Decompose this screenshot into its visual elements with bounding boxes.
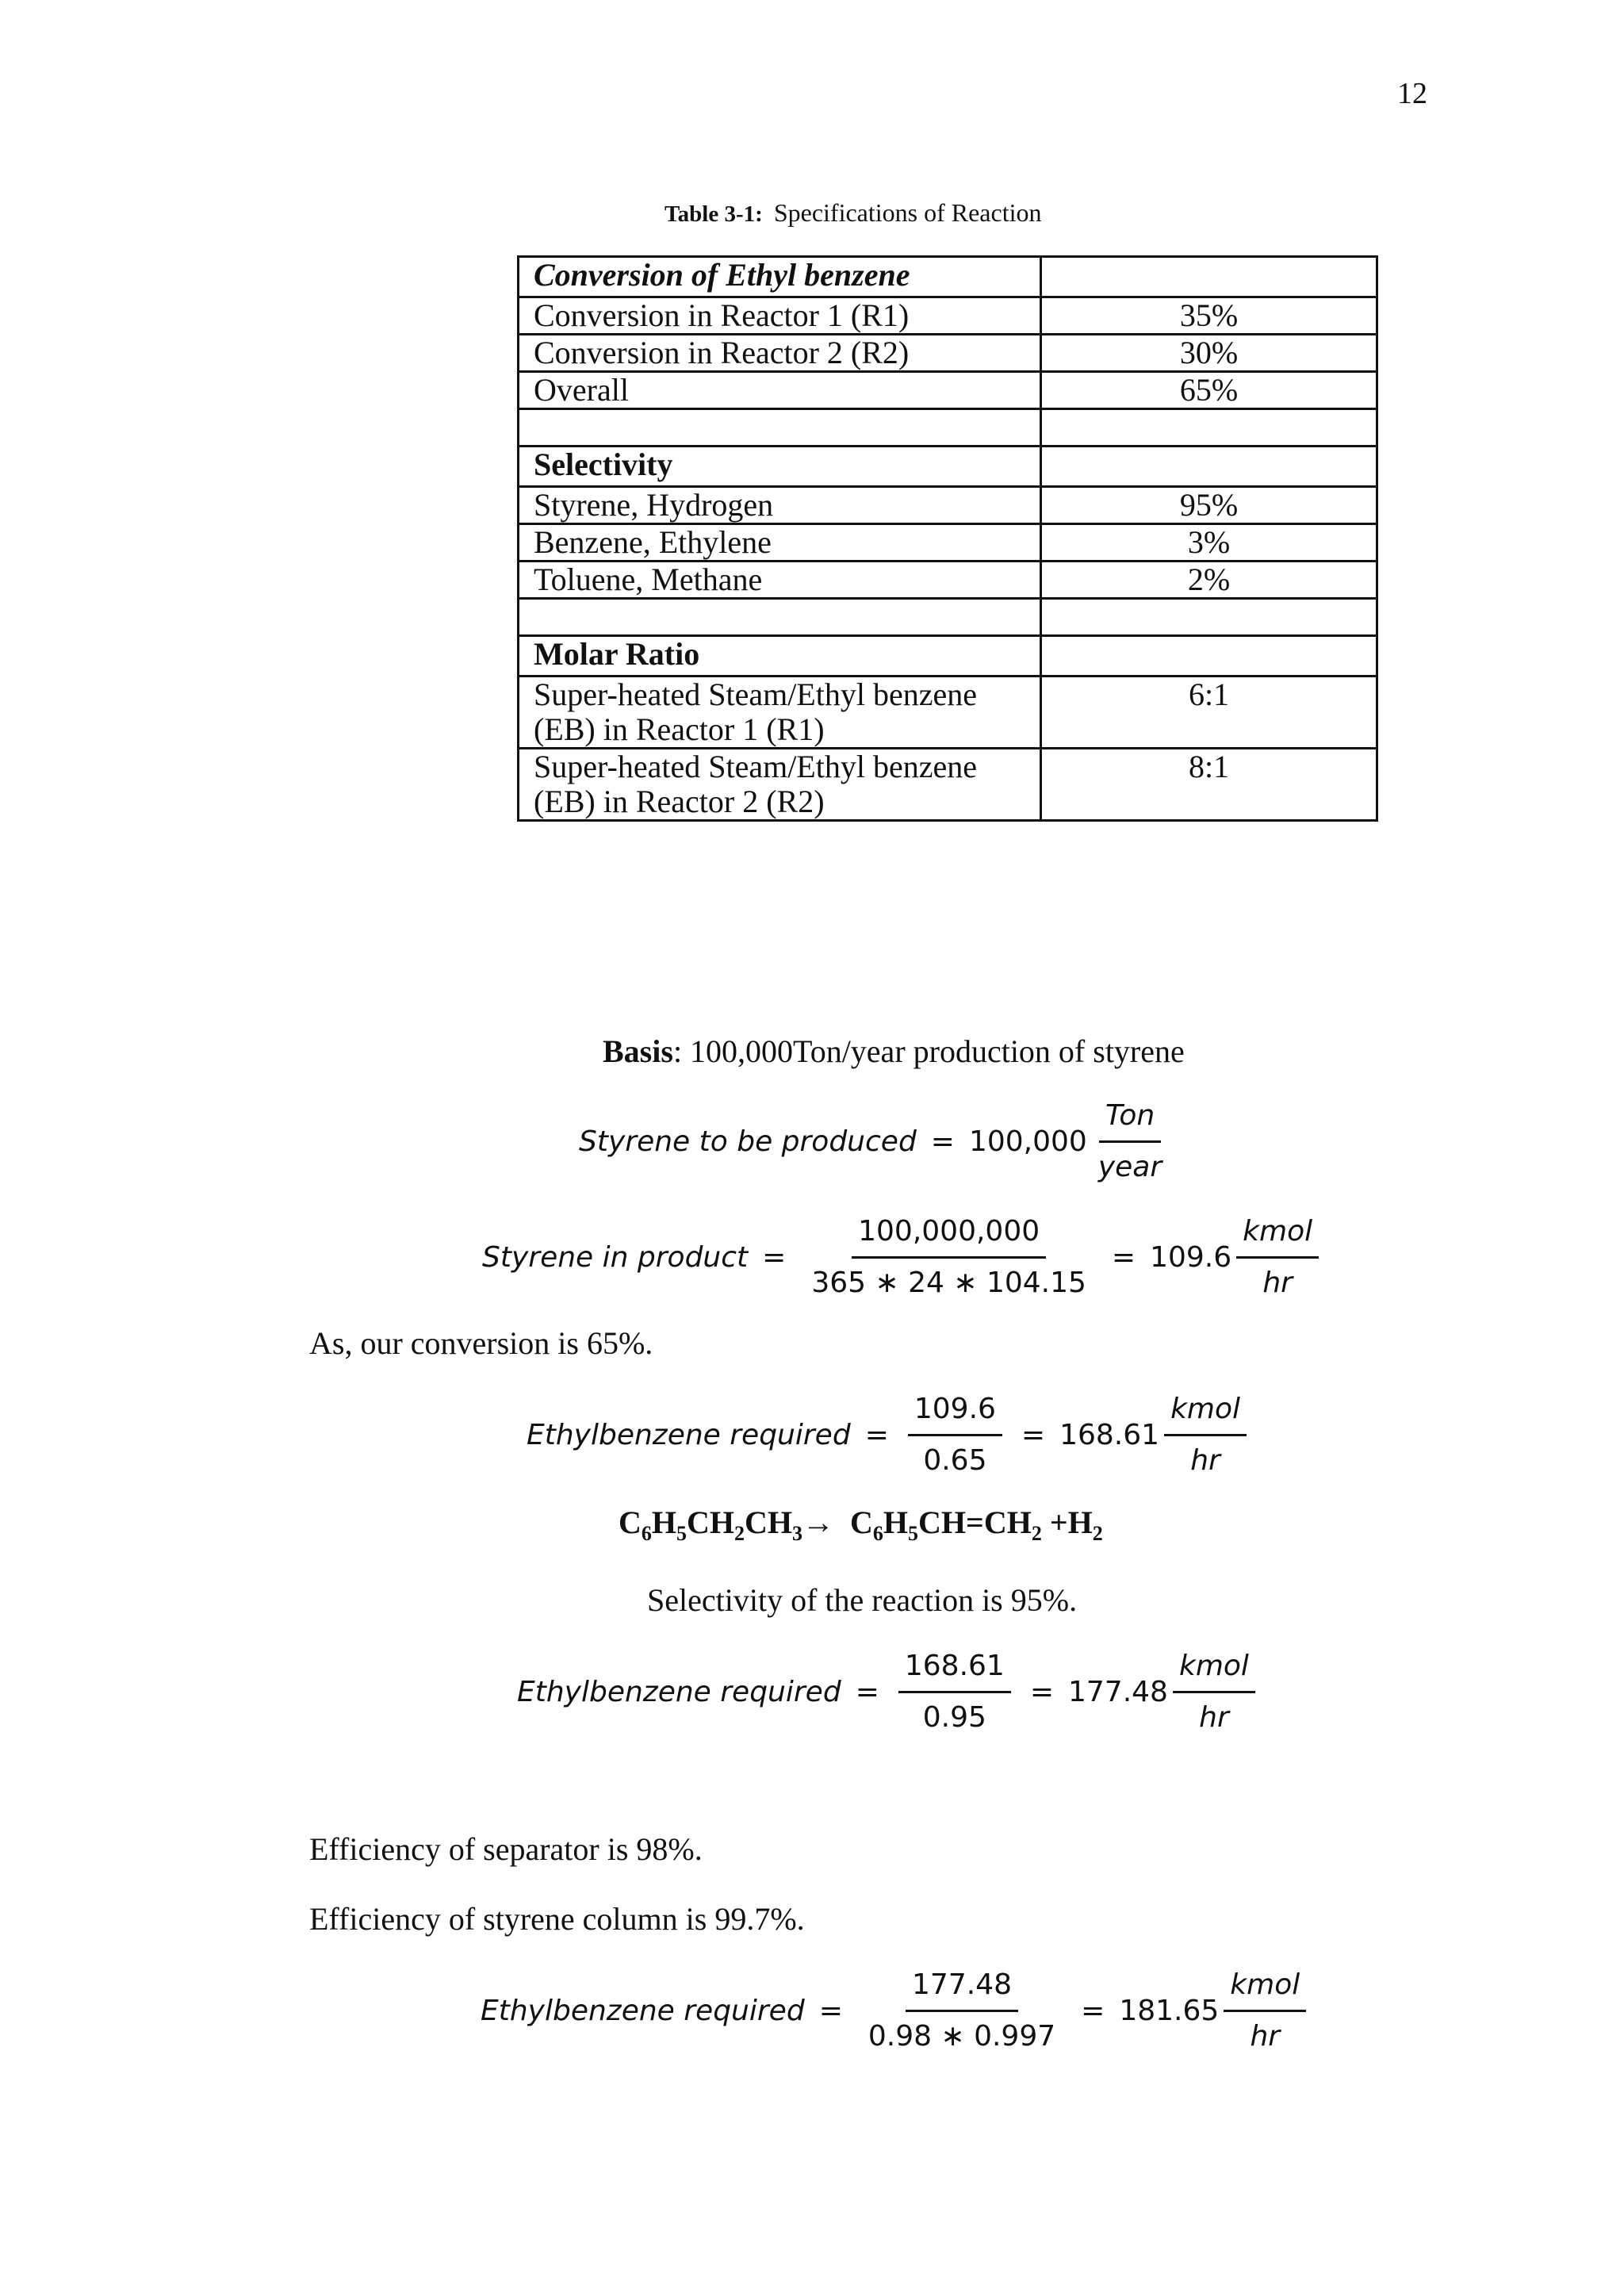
table-row bbox=[519, 297, 1377, 335]
selectivity-text: Selectivity of the reaction is 95%. bbox=[647, 1582, 1078, 1618]
table-row bbox=[519, 599, 1377, 636]
table-cell-value: 35% bbox=[1041, 297, 1377, 335]
basis-line bbox=[603, 1033, 1185, 1070]
basis-label: Basis bbox=[603, 1033, 673, 1069]
equals-sign: = bbox=[1029, 1676, 1054, 1708]
equation-lhs: Styrene to be produced bbox=[579, 1125, 917, 1158]
equation-value: 168.61 bbox=[1059, 1419, 1160, 1451]
conversion-text: As, our conversion is 65%. bbox=[309, 1325, 653, 1361]
value-fraction bbox=[805, 1213, 1093, 1301]
fraction-numerator: Ton bbox=[1099, 1098, 1161, 1143]
equation-lhs: Ethylbenzene required bbox=[517, 1676, 841, 1708]
equals-sign: = bbox=[855, 1676, 879, 1708]
table-row bbox=[519, 409, 1377, 447]
fraction-denominator: 365 ∗ 24 ∗ 104.15 bbox=[811, 1267, 1086, 1299]
specifications-table bbox=[517, 255, 1378, 822]
table-cell-label: Styrene, Hydrogen bbox=[519, 487, 1041, 524]
table-cell-value bbox=[1041, 257, 1377, 297]
table-cell-label: Molar Ratio bbox=[519, 636, 1041, 677]
table-cell-value: 30% bbox=[1041, 335, 1377, 372]
table-row bbox=[519, 257, 1377, 297]
fraction-denominator: 0.65 bbox=[923, 1444, 987, 1477]
table-row bbox=[519, 524, 1377, 562]
unit-fraction bbox=[1173, 1648, 1255, 1736]
table-cell-value: 95% bbox=[1041, 487, 1377, 524]
table-cell-label: Conversion of Ethyl benzene bbox=[519, 257, 1041, 297]
equals-sign: = bbox=[1021, 1419, 1046, 1451]
table-row bbox=[519, 562, 1377, 599]
fraction-denominator: 0.98 ∗ 0.997 bbox=[868, 2020, 1056, 2053]
fraction-numerator: 100,000,000 bbox=[852, 1213, 1046, 1259]
table-cell-value bbox=[1041, 409, 1377, 447]
fraction-numerator: kmol bbox=[1224, 1967, 1306, 2012]
fraction-numerator: 168.61 bbox=[898, 1648, 1011, 1693]
equals-sign: = bbox=[1111, 1241, 1136, 1274]
equals-sign: = bbox=[864, 1419, 889, 1451]
table-cell-label bbox=[519, 409, 1041, 447]
fraction-denominator: hr bbox=[1190, 1444, 1220, 1477]
unit-fraction bbox=[1224, 1967, 1306, 2055]
fraction-numerator: kmol bbox=[1164, 1391, 1247, 1436]
table-row bbox=[519, 636, 1377, 677]
fraction-numerator: 177.48 bbox=[906, 1967, 1018, 2012]
table-cell-label: Selectivity bbox=[519, 447, 1041, 487]
equation-value: 100,000 bbox=[968, 1125, 1087, 1158]
fraction-numerator: kmol bbox=[1173, 1648, 1255, 1693]
fraction-denominator: hr bbox=[1199, 1701, 1229, 1734]
page-number: 12 bbox=[1397, 77, 1427, 110]
separator-efficiency-text: Efficiency of separator is 98%. bbox=[309, 1831, 703, 1867]
equals-sign: = bbox=[818, 1995, 843, 2027]
table-row bbox=[519, 447, 1377, 487]
equation-styrene-in-product bbox=[482, 1213, 1323, 1301]
table-row bbox=[519, 487, 1377, 524]
table-cell-label: Super-heated Steam/Ethyl benzene (EB) in Reactor 1 (R1) bbox=[519, 677, 1041, 749]
table-cell-value: 65% bbox=[1041, 372, 1377, 409]
equation-styrene-produced bbox=[579, 1098, 1173, 1186]
table-row bbox=[519, 677, 1377, 749]
table-cell-value bbox=[1041, 636, 1377, 677]
equation-ethylbenzene-efficiency bbox=[481, 1967, 1311, 2055]
table-cell-value: 8:1 bbox=[1041, 749, 1377, 821]
table-cell-value: 6:1 bbox=[1041, 677, 1377, 749]
table-row bbox=[519, 335, 1377, 372]
fraction-denominator: 0.95 bbox=[922, 1701, 986, 1734]
basis-text: : 100,000Ton/year production of styrene bbox=[672, 1033, 1185, 1069]
fraction-denominator: hr bbox=[1250, 2020, 1281, 2053]
table-cell-label: Conversion in Reactor 2 (R2) bbox=[519, 335, 1041, 372]
table-cell-label: Toluene, Methane bbox=[519, 562, 1041, 599]
equation-ethylbenzene-conversion bbox=[527, 1391, 1251, 1479]
equation-value: 177.48 bbox=[1068, 1676, 1168, 1708]
unit-fraction bbox=[1164, 1391, 1247, 1479]
value-fraction bbox=[898, 1648, 1011, 1736]
equation-lhs: Ethylbenzene required bbox=[527, 1419, 851, 1451]
table-row bbox=[519, 749, 1377, 821]
fraction-denominator: hr bbox=[1262, 1267, 1293, 1299]
reaction-equation bbox=[619, 1504, 1103, 1546]
equation-lhs: Styrene in product bbox=[482, 1241, 749, 1274]
fraction-denominator: year bbox=[1097, 1151, 1162, 1183]
table-cell-label: Benzene, Ethylene bbox=[519, 524, 1041, 562]
table-caption bbox=[665, 198, 1041, 228]
table-cell-label: Overall bbox=[519, 372, 1041, 409]
table-caption-text: Specifications of Reaction bbox=[773, 198, 1042, 227]
fraction-numerator: 109.6 bbox=[908, 1391, 1002, 1436]
value-fraction bbox=[908, 1391, 1002, 1479]
column-efficiency-text: Efficiency of styrene column is 99.7%. bbox=[309, 1901, 805, 1937]
reaction-reactant: $C_6H_5CH_2CH_3$ bbox=[619, 1504, 803, 1545]
unit-fraction bbox=[1236, 1213, 1319, 1301]
table-cell-value: 2% bbox=[1041, 562, 1377, 599]
reaction-product: $C_6H_5CH=CH_2 +H_2$ bbox=[850, 1504, 1103, 1545]
equation-lhs: Ethylbenzene required bbox=[481, 1995, 805, 2027]
fraction-numerator: kmol bbox=[1236, 1213, 1319, 1259]
equation-value: 181.65 bbox=[1119, 1995, 1220, 2027]
unit-fraction bbox=[1092, 1098, 1168, 1186]
table-cell-value bbox=[1041, 447, 1377, 487]
table-cell-label: Super-heated Steam/Ethyl benzene (EB) in Reactor 2 (R2) bbox=[519, 749, 1041, 821]
table-cell-value: 3% bbox=[1041, 524, 1377, 562]
equals-sign: = bbox=[1081, 1995, 1105, 2027]
value-fraction bbox=[862, 1967, 1062, 2055]
table-cell-label: Conversion in Reactor 1 (R1) bbox=[519, 297, 1041, 335]
table-caption-label: Table 3-1: bbox=[665, 201, 763, 227]
reaction-arrow: → bbox=[802, 1504, 835, 1540]
equation-ethylbenzene-selectivity bbox=[517, 1648, 1260, 1736]
equals-sign: = bbox=[762, 1241, 787, 1274]
table-cell-label bbox=[519, 599, 1041, 636]
equals-sign: = bbox=[930, 1125, 955, 1158]
equation-value: 109.6 bbox=[1150, 1241, 1232, 1274]
table-cell-value bbox=[1041, 599, 1377, 636]
table-row bbox=[519, 372, 1377, 409]
